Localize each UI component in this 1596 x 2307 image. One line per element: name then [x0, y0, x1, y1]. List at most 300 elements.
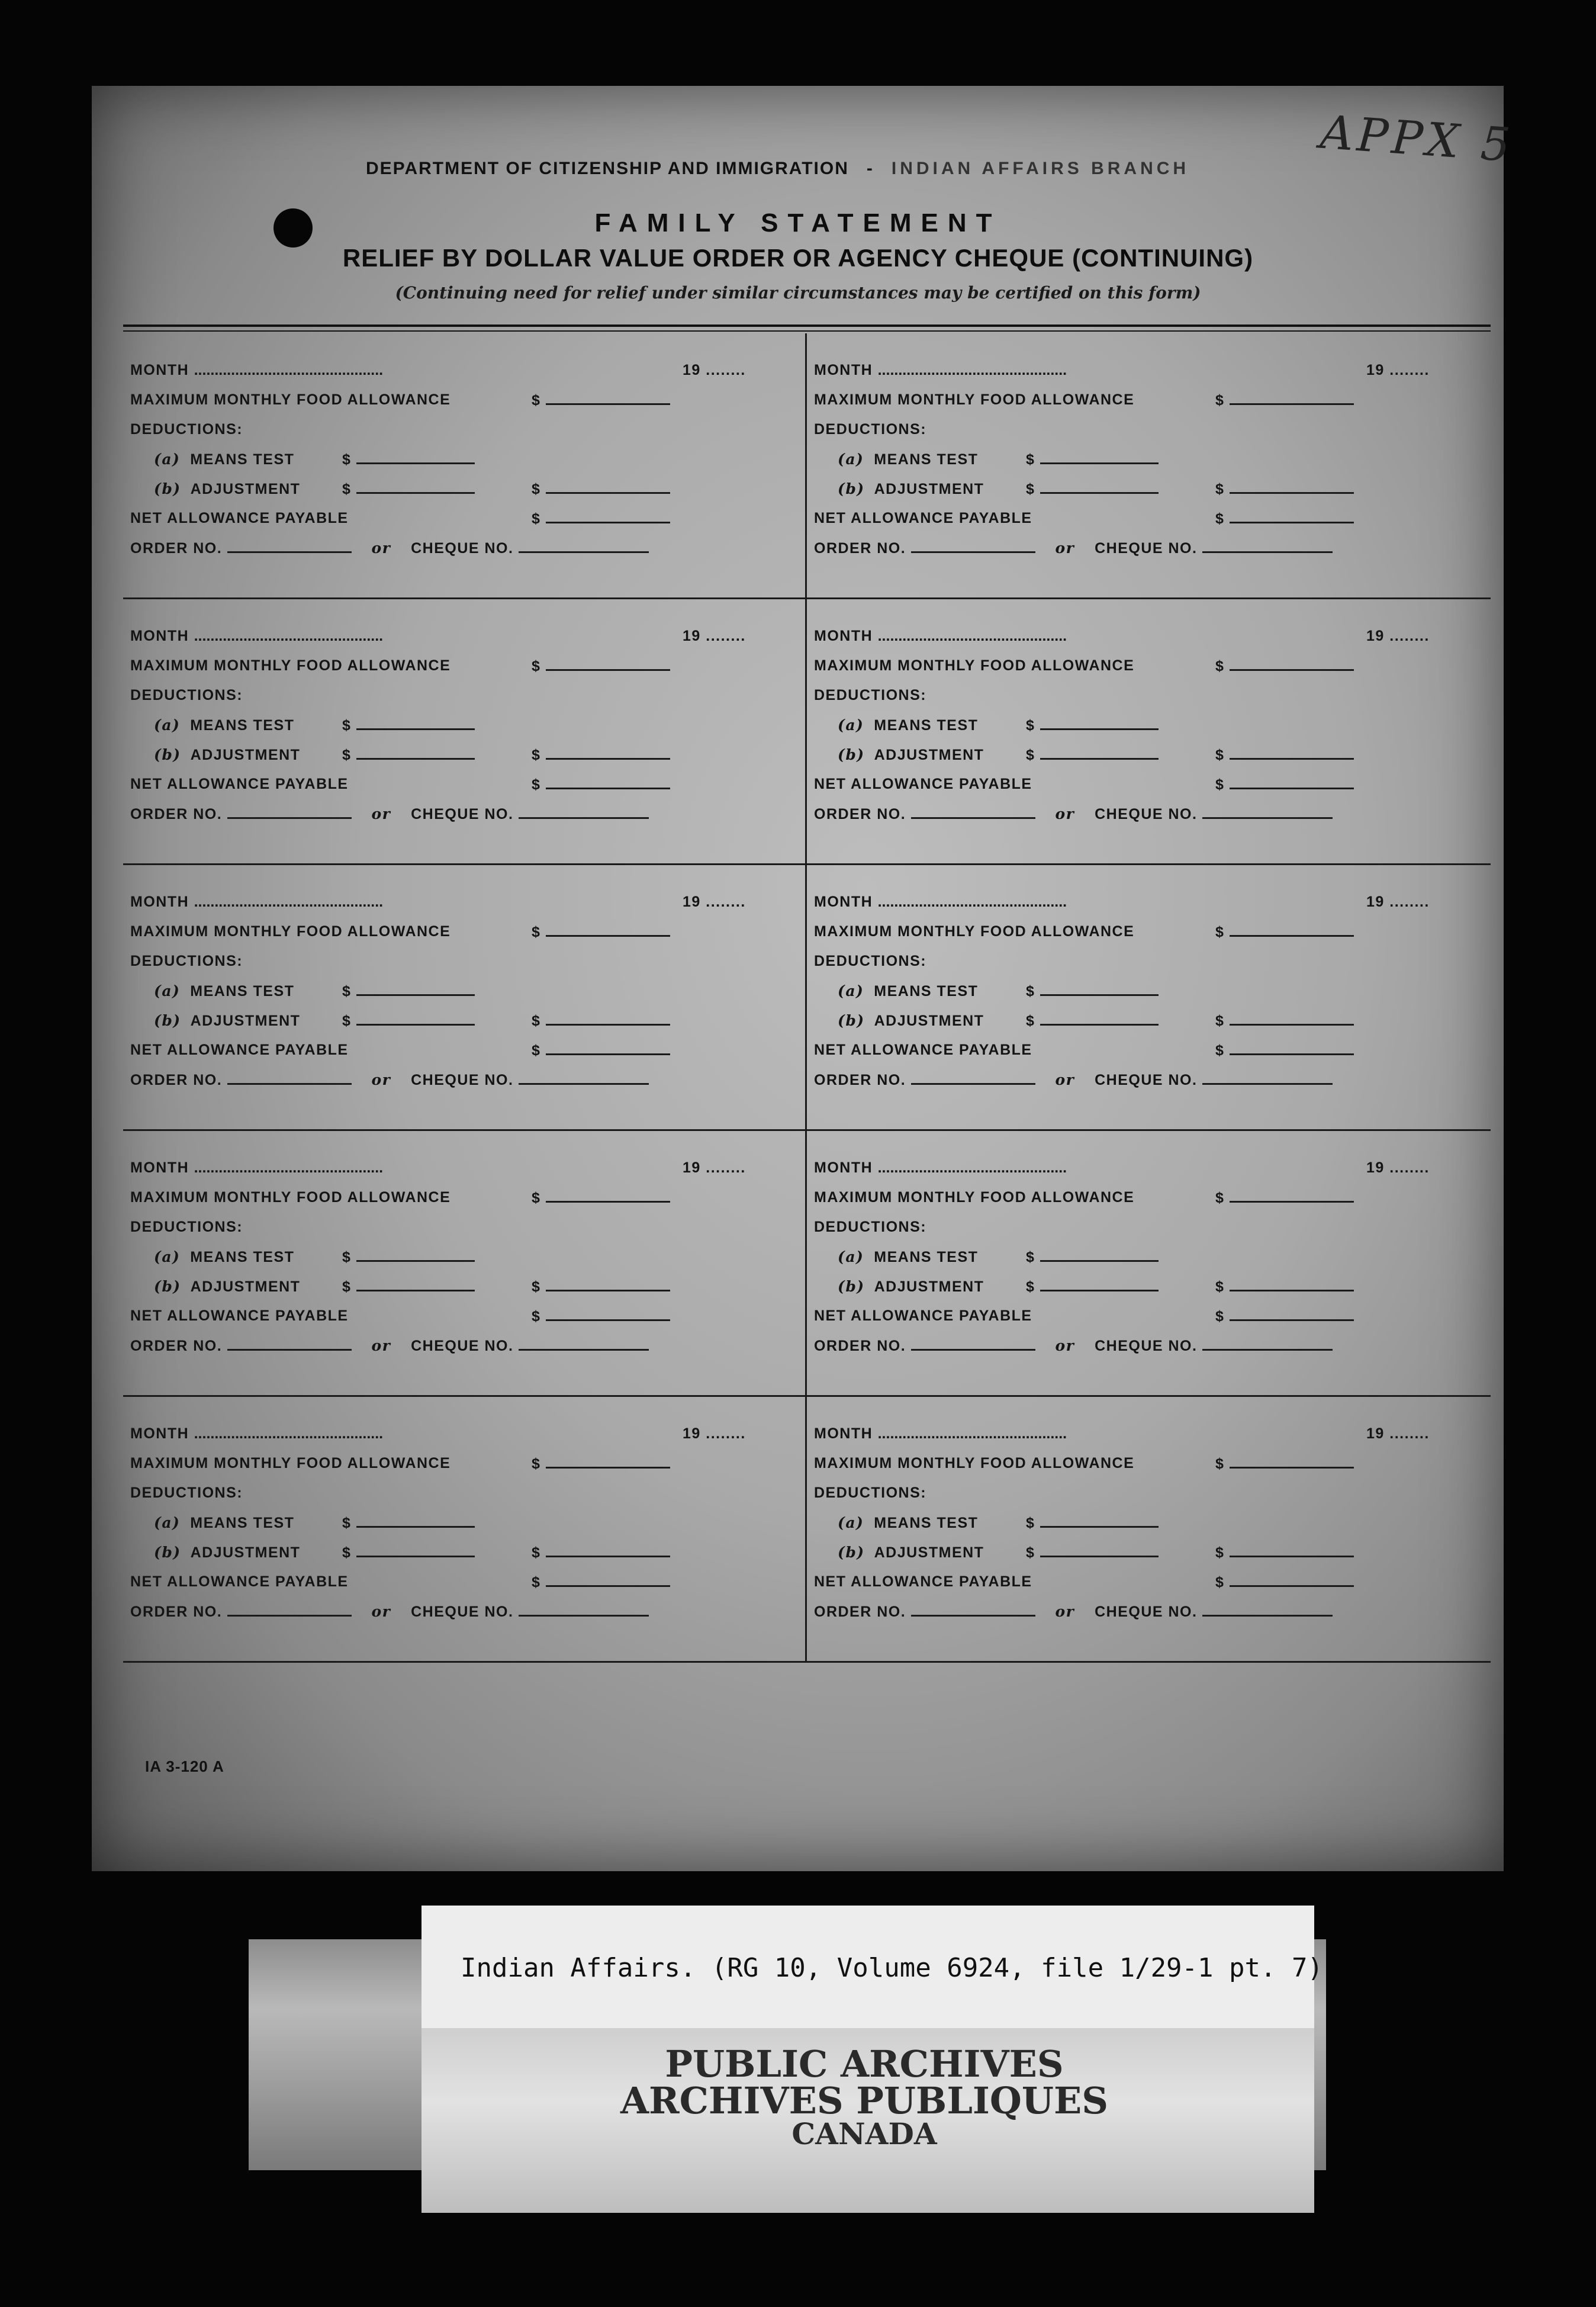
means-test-line — [356, 451, 475, 464]
month-row — [814, 628, 1067, 645]
year-field[interactable]: 19 ........ — [1366, 362, 1430, 378]
month-dots: .............................................. — [194, 362, 384, 378]
net-payable-field[interactable] — [1215, 1573, 1354, 1591]
net-payable-field[interactable] — [1215, 1042, 1354, 1059]
means-letter: (a) — [838, 1514, 864, 1531]
max-allowance-line — [546, 1189, 670, 1203]
month-row — [130, 1159, 383, 1177]
order-no-label: ORDER NO. — [130, 1072, 223, 1088]
or-label: or — [1055, 539, 1075, 557]
adjustment-letter: (b) — [154, 1278, 181, 1295]
month-row — [814, 1425, 1067, 1442]
adjustment-line — [1040, 746, 1159, 760]
cheque-no-field[interactable] — [519, 539, 649, 553]
year-field[interactable]: 19 ........ — [1366, 628, 1430, 644]
dollar-sign: $ — [532, 1013, 541, 1029]
or-label: or — [1055, 1603, 1075, 1620]
deductions-total-field[interactable] — [532, 1012, 670, 1030]
max-allowance-field[interactable] — [532, 391, 670, 409]
cheque-no-field[interactable] — [519, 1071, 649, 1085]
year-field[interactable]: 19 ........ — [683, 362, 746, 378]
means-test-field[interactable] — [342, 1248, 475, 1266]
department-header — [366, 159, 1189, 179]
dollar-sign: $ — [1026, 451, 1035, 468]
year-field[interactable]: 19 ........ — [1366, 1425, 1430, 1442]
net-payable-line — [1230, 1573, 1354, 1587]
adjustment-row — [838, 1012, 984, 1030]
means-test-label: MEANS TEST — [874, 1249, 979, 1265]
net-payable-field[interactable] — [532, 776, 670, 793]
month-dots: .............................................. — [877, 894, 1067, 910]
dollar-sign: $ — [1026, 747, 1035, 763]
net-payable-field[interactable] — [532, 1042, 670, 1059]
means-test-field[interactable] — [1026, 451, 1159, 468]
month-dots: .............................................. — [194, 628, 384, 644]
month-label: MONTH — [130, 894, 189, 910]
adjustment-row — [154, 1544, 300, 1561]
max-allowance-label: MAXIMUM MONTHLY FOOD ALLOWANCE — [130, 923, 451, 940]
adjustment-field[interactable] — [1026, 1012, 1159, 1030]
deductions-total-line — [1230, 1544, 1354, 1557]
deductions-total-line — [546, 1278, 670, 1291]
order-no-field[interactable] — [227, 1337, 352, 1351]
dollar-sign: $ — [1026, 1013, 1035, 1029]
year-field[interactable]: 19 ........ — [683, 1425, 746, 1442]
month-dots: .............................................. — [877, 628, 1067, 644]
cheque-no-label: CHEQUE NO. — [1095, 806, 1198, 822]
form-subtitle: RELIEF BY DOLLAR VALUE ORDER OR AGENCY CHEQUE (CONTINUING) — [342, 244, 1254, 272]
max-allowance-line — [546, 923, 670, 937]
month-label: MONTH — [814, 894, 873, 910]
header-separator: - — [866, 159, 874, 178]
max-allowance-field[interactable] — [532, 923, 670, 941]
adjustment-label: ADJUSTMENT — [874, 1544, 984, 1561]
dollar-sign: $ — [1215, 1455, 1225, 1472]
adjustment-field[interactable] — [342, 1278, 475, 1296]
dollar-sign: $ — [532, 481, 541, 497]
year-field[interactable]: 19 ........ — [1366, 1159, 1430, 1176]
max-allowance-row — [814, 1189, 1134, 1206]
stamp-line-3: CANADA — [791, 2116, 937, 2151]
order-no-field[interactable] — [911, 1337, 1035, 1351]
max-allowance-field[interactable] — [1215, 391, 1354, 409]
deductions-total-field[interactable] — [1215, 1544, 1354, 1561]
means-test-line — [356, 1514, 475, 1528]
order-no-field[interactable] — [911, 1071, 1035, 1085]
adjustment-label: ADJUSTMENT — [190, 1013, 301, 1029]
means-test-field[interactable] — [342, 1514, 475, 1532]
net-payable-label: NET ALLOWANCE PAYABLE — [814, 1042, 1032, 1058]
month-row — [130, 894, 383, 911]
deductions-label: DEDUCTIONS: — [814, 953, 927, 969]
statement-grid — [123, 333, 1491, 1663]
max-allowance-line — [546, 1455, 670, 1469]
deductions-label: DEDUCTIONS: — [130, 953, 243, 969]
means-letter: (a) — [838, 716, 864, 734]
dollar-sign: $ — [1215, 392, 1225, 409]
adjustment-label: ADJUSTMENT — [874, 1278, 984, 1295]
max-allowance-row — [130, 923, 451, 940]
adjustment-line — [356, 1544, 475, 1557]
cheque-no-label: CHEQUE NO. — [1095, 1604, 1198, 1620]
means-test-line — [356, 1248, 475, 1262]
net-payable-label: NET ALLOWANCE PAYABLE — [130, 1042, 349, 1058]
means-test-field[interactable] — [342, 451, 475, 468]
means-test-field[interactable] — [342, 982, 475, 1000]
order-cheque-row — [130, 539, 649, 557]
adjustment-line — [1040, 1278, 1159, 1291]
means-test-label: MEANS TEST — [190, 1515, 295, 1531]
means-letter: (a) — [154, 716, 181, 734]
net-payable-label: NET ALLOWANCE PAYABLE — [814, 1307, 1032, 1324]
or-label: or — [371, 1071, 391, 1088]
means-test-label: MEANS TEST — [874, 717, 979, 734]
net-payable-field[interactable] — [532, 510, 670, 528]
max-allowance-line — [1230, 1189, 1354, 1203]
dollar-sign: $ — [532, 1308, 541, 1325]
cheque-no-field[interactable] — [1202, 1071, 1333, 1085]
dollar-sign: $ — [342, 451, 352, 468]
adjustment-field[interactable] — [342, 746, 475, 764]
adjustment-letter: (b) — [154, 1544, 181, 1561]
means-test-label: MEANS TEST — [190, 1249, 295, 1265]
adjustment-label: ADJUSTMENT — [874, 1013, 984, 1029]
max-allowance-field[interactable] — [1215, 657, 1354, 675]
cheque-no-label: CHEQUE NO. — [411, 1072, 514, 1088]
month-dots: .............................................. — [194, 1425, 384, 1442]
max-allowance-field[interactable] — [1215, 923, 1354, 941]
cheque-no-label: CHEQUE NO. — [411, 1604, 514, 1620]
means-test-row — [838, 1248, 978, 1266]
cheque-no-field[interactable] — [519, 805, 649, 819]
adjustment-row — [838, 746, 984, 764]
adjustment-field[interactable] — [1026, 480, 1159, 498]
max-allowance-line — [1230, 1455, 1354, 1469]
means-test-label: MEANS TEST — [874, 451, 979, 468]
cheque-no-field[interactable] — [1202, 539, 1333, 553]
deductions-total-field[interactable] — [532, 1278, 670, 1296]
archive-reference: Indian Affairs. (RG 10, Volume 6924, file 1/29-1 pt. 7) — [461, 1953, 1323, 1983]
net-payable-line — [546, 510, 670, 523]
net-payable-field[interactable] — [1215, 776, 1354, 793]
max-allowance-line — [1230, 657, 1354, 671]
year-field[interactable]: 19 ........ — [683, 628, 746, 644]
month-row — [814, 1159, 1067, 1177]
order-no-field[interactable] — [227, 805, 352, 819]
order-cheque-row — [130, 805, 649, 823]
dollar-sign: $ — [1215, 658, 1225, 674]
cheque-no-field[interactable] — [1202, 1337, 1333, 1351]
max-allowance-label: MAXIMUM MONTHLY FOOD ALLOWANCE — [130, 391, 451, 408]
year-field[interactable]: 19 ........ — [1366, 894, 1430, 910]
order-cheque-row — [814, 805, 1333, 823]
means-test-line — [1040, 716, 1159, 730]
statement-block — [123, 333, 807, 599]
dollar-sign: $ — [342, 1249, 352, 1265]
means-test-field[interactable] — [1026, 1248, 1159, 1266]
dollar-sign: $ — [532, 747, 541, 763]
net-payable-label: NET ALLOWANCE PAYABLE — [130, 776, 349, 792]
order-cheque-row — [814, 1337, 1333, 1355]
dollar-sign: $ — [1215, 1308, 1225, 1325]
means-letter: (a) — [154, 451, 181, 468]
stamp-line-1: PUBLIC ARCHIVES — [665, 2042, 1064, 2086]
cheque-no-field[interactable] — [1202, 1603, 1333, 1617]
order-cheque-row — [130, 1337, 649, 1355]
means-test-row — [838, 716, 978, 734]
statement-block — [123, 1397, 807, 1663]
dollar-sign: $ — [532, 776, 541, 793]
cheque-no-field[interactable] — [1202, 805, 1333, 819]
net-payable-label: NET ALLOWANCE PAYABLE — [814, 776, 1032, 792]
order-no-field[interactable] — [911, 539, 1035, 553]
net-payable-field[interactable] — [1215, 1307, 1354, 1325]
order-no-label: ORDER NO. — [814, 806, 906, 822]
adjustment-field[interactable] — [1026, 1544, 1159, 1561]
deductions-label: DEDUCTIONS: — [130, 1219, 243, 1235]
deductions-total-field[interactable] — [532, 746, 670, 764]
adjustment-label: ADJUSTMENT — [874, 481, 984, 497]
net-payable-line — [546, 1042, 670, 1055]
deductions-total-line — [546, 1544, 670, 1557]
dollar-sign: $ — [532, 392, 541, 409]
order-no-label: ORDER NO. — [130, 540, 223, 557]
order-cheque-row — [814, 1071, 1333, 1089]
adjustment-line — [1040, 1544, 1159, 1557]
order-no-field[interactable] — [227, 539, 352, 553]
adjustment-field[interactable] — [1026, 746, 1159, 764]
dollar-sign: $ — [1215, 1544, 1225, 1561]
or-label: or — [371, 805, 391, 822]
order-no-label: ORDER NO. — [130, 1338, 223, 1354]
dollar-sign: $ — [1215, 1574, 1225, 1591]
adjustment-field[interactable] — [342, 480, 475, 498]
adjustment-row — [838, 1544, 984, 1561]
adjustment-label: ADJUSTMENT — [190, 1544, 301, 1561]
means-test-field[interactable] — [1026, 982, 1159, 1000]
net-payable-field[interactable] — [532, 1307, 670, 1325]
order-no-label: ORDER NO. — [130, 1604, 223, 1620]
form-number: IA 3-120 A — [145, 1757, 224, 1775]
header-rule-thin — [123, 330, 1491, 332]
department-name: DEPARTMENT OF CITIZENSHIP AND IMMIGRATION — [366, 159, 849, 178]
adjustment-line — [1040, 480, 1159, 494]
means-test-line — [356, 982, 475, 996]
dollar-sign: $ — [342, 747, 352, 763]
dollar-sign: $ — [1215, 481, 1225, 497]
dollar-sign: $ — [1026, 1249, 1035, 1265]
net-payable-field[interactable] — [532, 1573, 670, 1591]
deductions-label: DEDUCTIONS: — [814, 421, 927, 438]
adjustment-letter: (b) — [838, 746, 865, 763]
deductions-label: DEDUCTIONS: — [130, 687, 243, 703]
max-allowance-field[interactable] — [532, 657, 670, 675]
dollar-sign: $ — [1215, 1042, 1225, 1059]
stamp-line-2: ARCHIVES PUBLIQUES — [620, 2079, 1109, 2122]
adjustment-field[interactable] — [342, 1012, 475, 1030]
month-label: MONTH — [130, 362, 189, 378]
means-test-field[interactable] — [1026, 1514, 1159, 1532]
cheque-no-field[interactable] — [519, 1603, 649, 1617]
deductions-label: DEDUCTIONS: — [814, 1219, 927, 1235]
dollar-sign: $ — [532, 1190, 541, 1206]
adjustment-field[interactable] — [342, 1544, 475, 1561]
order-no-field[interactable] — [227, 1071, 352, 1085]
or-label: or — [371, 539, 391, 557]
adjustment-row — [838, 1278, 984, 1296]
max-allowance-row — [814, 657, 1134, 674]
max-allowance-line — [546, 391, 670, 405]
means-test-line — [1040, 1514, 1159, 1528]
max-allowance-line — [546, 657, 670, 671]
dollar-sign: $ — [532, 924, 541, 940]
deductions-label: DEDUCTIONS: — [130, 421, 243, 438]
deductions-total-line — [1230, 1012, 1354, 1026]
deductions-total-field[interactable] — [532, 1544, 670, 1561]
net-payable-label: NET ALLOWANCE PAYABLE — [130, 1573, 349, 1590]
max-allowance-label: MAXIMUM MONTHLY FOOD ALLOWANCE — [130, 1189, 451, 1206]
max-allowance-field[interactable] — [1215, 1455, 1354, 1473]
max-allowance-field[interactable] — [1215, 1189, 1354, 1207]
branch-name: INDIAN AFFAIRS BRANCH — [891, 159, 1190, 178]
statement-block — [123, 1131, 807, 1397]
order-no-field[interactable] — [911, 1603, 1035, 1617]
month-label: MONTH — [814, 362, 873, 378]
deductions-total-field[interactable] — [1215, 1012, 1354, 1030]
max-allowance-row — [814, 1455, 1134, 1472]
month-label: MONTH — [814, 1159, 873, 1176]
max-allowance-line — [1230, 391, 1354, 405]
means-test-row — [154, 982, 294, 1000]
month-dots: .............................................. — [194, 1159, 384, 1176]
net-payable-line — [1230, 1307, 1354, 1321]
cheque-no-label: CHEQUE NO. — [1095, 540, 1198, 557]
means-test-label: MEANS TEST — [190, 451, 295, 468]
month-label: MONTH — [130, 1425, 189, 1442]
max-allowance-line — [1230, 923, 1354, 937]
statement-block — [807, 599, 1491, 865]
adjustment-letter: (b) — [838, 1544, 865, 1561]
dollar-sign: $ — [342, 1515, 352, 1531]
deductions-total-field[interactable] — [1215, 480, 1354, 498]
or-label: or — [1055, 1071, 1075, 1088]
max-allowance-field[interactable] — [532, 1455, 670, 1473]
cheque-no-field[interactable] — [519, 1337, 649, 1351]
adjustment-row — [838, 480, 984, 498]
month-row — [130, 628, 383, 645]
month-row — [130, 1425, 383, 1442]
means-test-label: MEANS TEST — [874, 1515, 979, 1531]
net-payable-line — [546, 1573, 670, 1587]
means-test-line — [1040, 451, 1159, 464]
means-letter: (a) — [838, 1248, 864, 1265]
cheque-no-label: CHEQUE NO. — [1095, 1072, 1198, 1088]
month-dots: .............................................. — [194, 894, 384, 910]
order-no-field[interactable] — [911, 805, 1035, 819]
adjustment-line — [356, 1012, 475, 1026]
order-cheque-row — [130, 1603, 649, 1621]
means-test-line — [1040, 1248, 1159, 1262]
adjustment-label: ADJUSTMENT — [190, 481, 301, 497]
adjustment-line — [356, 746, 475, 760]
order-no-label: ORDER NO. — [814, 1072, 906, 1088]
year-field[interactable]: 19 ........ — [683, 1159, 746, 1176]
dollar-sign: $ — [532, 1455, 541, 1472]
month-dots: .............................................. — [877, 1425, 1067, 1442]
net-payable-field[interactable] — [1215, 510, 1354, 528]
adjustment-field[interactable] — [1026, 1278, 1159, 1296]
adjustment-label: ADJUSTMENT — [874, 747, 984, 763]
dollar-sign: $ — [1026, 481, 1035, 497]
order-no-label: ORDER NO. — [814, 1338, 906, 1354]
cheque-no-label: CHEQUE NO. — [411, 540, 514, 557]
or-label: or — [1055, 1337, 1075, 1354]
dollar-sign: $ — [532, 510, 541, 527]
month-label: MONTH — [814, 628, 873, 644]
statement-block — [807, 1131, 1491, 1397]
year-field[interactable]: 19 ........ — [683, 894, 746, 910]
means-test-line — [1040, 982, 1159, 996]
max-allowance-label: MAXIMUM MONTHLY FOOD ALLOWANCE — [814, 923, 1135, 940]
deductions-label: DEDUCTIONS: — [814, 1485, 927, 1501]
dollar-sign: $ — [532, 658, 541, 674]
adjustment-row — [154, 480, 300, 498]
deductions-total-field[interactable] — [1215, 1278, 1354, 1296]
deductions-total-field[interactable] — [532, 480, 670, 498]
max-allowance-row — [814, 391, 1134, 409]
net-payable-line — [1230, 510, 1354, 523]
order-cheque-row — [814, 539, 1333, 557]
dollar-sign: $ — [532, 1278, 541, 1295]
adjustment-row — [154, 746, 300, 764]
month-row — [814, 362, 1067, 379]
means-test-field[interactable] — [342, 716, 475, 734]
order-no-field[interactable] — [227, 1603, 352, 1617]
adjustment-letter: (b) — [838, 1012, 865, 1029]
month-label: MONTH — [130, 628, 189, 644]
form-note: (Continuing need for relief under similar circumstances may be certified on this form) — [395, 283, 1201, 303]
means-test-row — [154, 451, 294, 468]
deductions-total-field[interactable] — [1215, 746, 1354, 764]
max-allowance-field[interactable] — [532, 1189, 670, 1207]
or-label: or — [371, 1337, 391, 1354]
form-title: FAMILY STATEMENT — [594, 208, 1002, 237]
means-test-label: MEANS TEST — [874, 983, 979, 1000]
max-allowance-label: MAXIMUM MONTHLY FOOD ALLOWANCE — [814, 1189, 1135, 1206]
dollar-sign: $ — [1215, 747, 1225, 763]
means-test-label: MEANS TEST — [190, 983, 295, 1000]
adjustment-letter: (b) — [154, 480, 181, 497]
statement-block — [807, 333, 1491, 599]
means-test-field[interactable] — [1026, 716, 1159, 734]
adjustment-label: ADJUSTMENT — [190, 1278, 301, 1295]
means-letter: (a) — [154, 1248, 181, 1265]
dollar-sign: $ — [1215, 776, 1225, 793]
deductions-total-line — [1230, 746, 1354, 760]
net-payable-line — [546, 776, 670, 789]
net-payable-label: NET ALLOWANCE PAYABLE — [814, 1573, 1032, 1590]
adjustment-letter: (b) — [838, 1278, 865, 1295]
cheque-no-label: CHEQUE NO. — [1095, 1338, 1198, 1354]
means-letter: (a) — [838, 982, 864, 1000]
adjustment-letter: (b) — [838, 480, 865, 497]
deductions-total-line — [1230, 1278, 1354, 1291]
means-test-label: MEANS TEST — [190, 717, 295, 734]
order-cheque-row — [130, 1071, 649, 1089]
means-test-row — [838, 451, 978, 468]
dollar-sign: $ — [342, 1013, 352, 1029]
means-letter: (a) — [838, 451, 864, 468]
